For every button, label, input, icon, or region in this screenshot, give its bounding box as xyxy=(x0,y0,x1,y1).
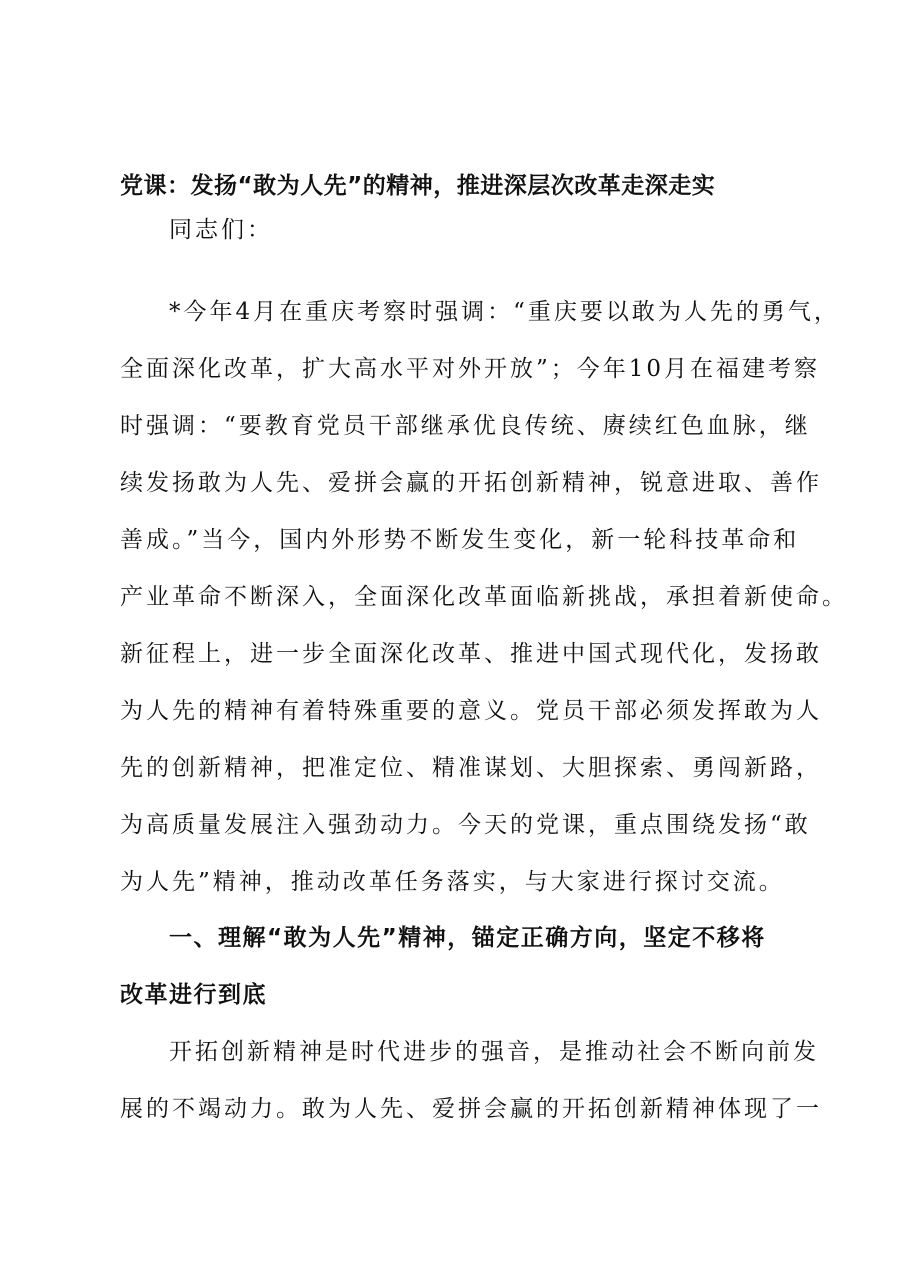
paragraph-line: 为人先”精神，推动改革任务落实，与大家进行探讨交流。 xyxy=(120,869,785,895)
paragraph-line: 全面深化改革，扩大高水平对外开放”；今年10月在福建考察 xyxy=(120,356,821,382)
paragraph-line: 为高质量发展注入强劲动力。今天的党课，重点围绕发扬“敢 xyxy=(120,812,811,838)
paragraph-line: *今年4月在重庆考察时强调：“重庆要以敢为人先的勇气， xyxy=(169,299,840,325)
paragraph-line: 续发扬敢为人先、爱拼会赢的开拓创新精神，锐意进取、善作 xyxy=(120,470,822,496)
paragraph-line: 产业革命不断深入，全面深化改革面临新挑战，承担着新使命。 xyxy=(120,584,848,610)
paragraph-line: 先的创新精神，把准定位、精准谋划、大胆探索、勇闯新路， xyxy=(120,755,822,781)
paragraph-line: 新征程上，进一步全面深化改革、推进中国式现代化，发扬敢 xyxy=(120,641,822,667)
paragraph-line: 开拓创新精神是时代进步的强音，是推动社会不断向前发 xyxy=(169,1039,819,1065)
paragraph-line: 为人先的精神有着特殊重要的意义。党员干部必须发挥敢为人 xyxy=(120,698,822,724)
salutation: 同志们： xyxy=(169,217,273,243)
heading-line: 改革进行到底 xyxy=(120,982,267,1008)
paragraph-line: 善成。”当今，国内外形势不断发生变化，新一轮科技革命和 xyxy=(120,527,800,553)
paragraph-line: 展的不竭动力。敢为人先、爱拼会赢的开拓创新精神体现了一 xyxy=(120,1096,822,1122)
document-title: 党课：发扬“敢为人先”的精神，推进深层次改革走深走实 xyxy=(120,173,716,199)
paragraph-line: 时强调：“要教育党员干部继承优良传统、赓续红色血脉，继 xyxy=(120,413,811,439)
heading-line: 一、理解“敢为人先”精神，锚定正确方向，坚定不移将 xyxy=(169,925,766,951)
